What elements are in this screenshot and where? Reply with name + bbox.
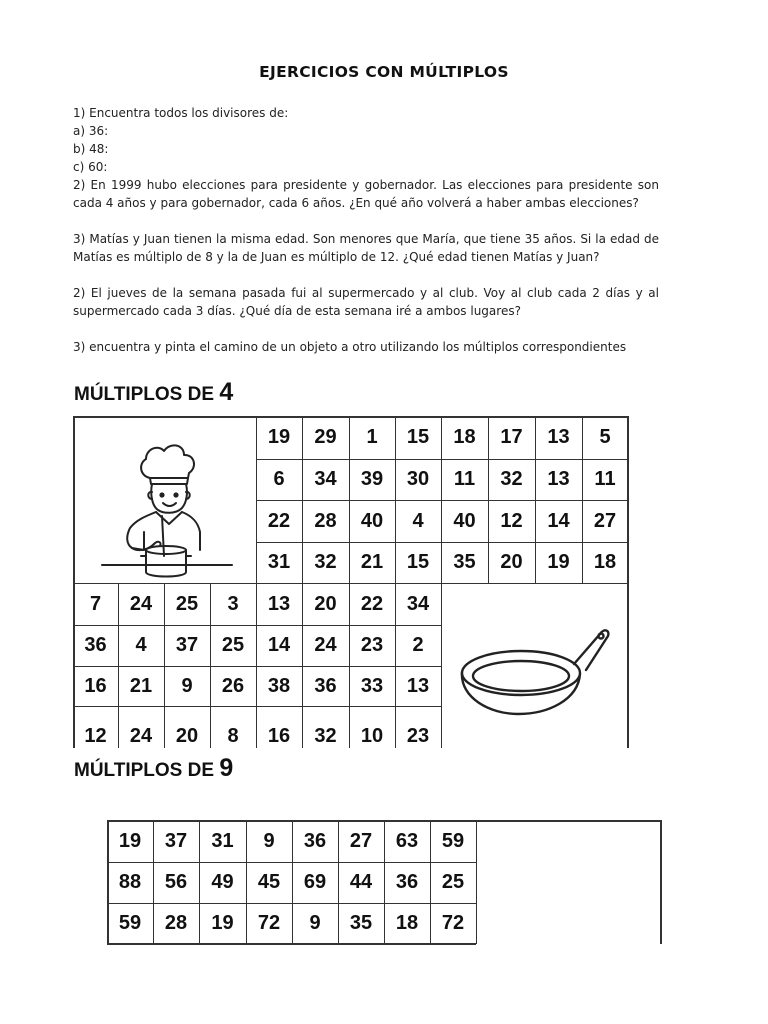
grid-line — [107, 820, 109, 944]
grid-cell[interactable]: 20 — [500, 551, 523, 573]
grid-line — [430, 820, 431, 944]
grid-line — [349, 583, 350, 748]
grid-cell[interactable]: 32 — [314, 725, 337, 747]
grid-cell[interactable]: 25 — [221, 634, 245, 656]
grid-cell[interactable]: 63 — [395, 829, 419, 852]
grid-cell[interactable]: 13 — [406, 674, 430, 697]
grid-cell[interactable]: 9 — [263, 829, 275, 852]
grid-cell[interactable]: 25 — [441, 871, 465, 893]
grid-cell[interactable]: 21 — [129, 674, 153, 697]
grid-line — [660, 820, 662, 944]
grid-cell[interactable]: 27 — [593, 509, 617, 532]
grid-line — [384, 820, 385, 944]
grid-cell[interactable]: 38 — [267, 674, 291, 697]
grid-cell[interactable]: 12 — [84, 725, 107, 747]
grid-cell[interactable]: 40 — [360, 509, 384, 532]
grid-line — [292, 820, 293, 944]
page-title: EJERCICIOS CON MÚLTIPLOS — [259, 63, 509, 81]
grid-cell[interactable]: 19 — [547, 551, 570, 573]
exercise-1a: a) 36: — [73, 124, 109, 138]
grid-cell[interactable]: 17 — [500, 426, 523, 448]
grid-cell[interactable]: 34 — [406, 592, 430, 615]
grid-cell[interactable]: 30 — [406, 468, 430, 490]
chef-icon — [92, 432, 242, 582]
grid-cell[interactable]: 1 — [366, 426, 378, 448]
exercise-5: 3) encuentra y pinta el camino de un objeto a otro utilizando los múltiplos correspondientes — [73, 340, 627, 354]
grid-cell[interactable]: 14 — [267, 634, 291, 656]
grid-cell[interactable]: 16 — [267, 725, 291, 747]
grid-cell[interactable]: 31 — [211, 829, 234, 852]
exercise-1c: c) 60: — [73, 160, 108, 174]
section-label: MÚLTIPLOS DE — [74, 384, 215, 405]
exercise-4-line-2: supermercado cada 3 días. ¿Qué día de esta semana iré a ambos lugares? — [73, 304, 521, 318]
grid-cell[interactable]: 18 — [395, 912, 419, 934]
grid-cell[interactable]: 33 — [360, 674, 384, 697]
grid-cell[interactable]: 24 — [129, 725, 153, 747]
grid-cell[interactable]: 7 — [89, 592, 102, 615]
section-title-multiples-9 — [74, 754, 233, 783]
grid-cell[interactable]: 24 — [129, 592, 153, 615]
grid-line — [256, 542, 628, 543]
grid-cell[interactable]: 36 — [395, 871, 419, 893]
section-title-multiples-4 — [74, 378, 233, 407]
grid-cell[interactable]: 3 — [227, 592, 239, 615]
grid-cell[interactable]: 56 — [164, 871, 188, 893]
grid-cell[interactable]: 19 — [211, 912, 234, 934]
grid-cell[interactable]: 15 — [406, 426, 430, 448]
grid-cell[interactable]: 18 — [453, 426, 476, 448]
frying-pan-icon — [450, 618, 620, 728]
grid-cell[interactable]: 4 — [412, 509, 424, 532]
grid-cell[interactable]: 22 — [267, 509, 291, 532]
grid-cell[interactable]: 10 — [360, 725, 384, 747]
grid-line — [73, 666, 441, 667]
grid-cell[interactable]: 27 — [349, 829, 373, 852]
grid-cell[interactable]: 36 — [303, 829, 327, 852]
grid-cell[interactable]: 88 — [118, 871, 142, 893]
section-number: 9 — [219, 754, 234, 782]
grid-line — [73, 706, 441, 707]
grid-cell[interactable]: 32 — [500, 468, 523, 490]
grid-line — [535, 416, 536, 583]
exercise-1: 1) Encuentra todos los divisores de: — [73, 106, 289, 120]
grid-cell[interactable]: 4 — [135, 634, 147, 656]
grid-cell[interactable]: 37 — [164, 829, 188, 852]
grid-cell[interactable]: 2 — [412, 634, 424, 656]
grid-cell[interactable]: 59 — [118, 912, 142, 934]
exercise-4-line-1: 2) El jueves de la semana pasada fui al supermercado y al club. Voy al club cada 2 días y al — [73, 286, 659, 300]
grid-cell[interactable]: 25 — [175, 592, 199, 615]
grid-cell[interactable]: 18 — [593, 551, 617, 573]
grid-cell[interactable]: 36 — [84, 634, 107, 656]
grid-line — [153, 820, 154, 944]
grid-cell[interactable]: 22 — [360, 592, 384, 615]
grid-cell[interactable]: 72 — [257, 912, 281, 934]
grid-cell[interactable]: 35 — [453, 551, 476, 573]
grid-line — [73, 416, 629, 418]
grid-cell[interactable]: 23 — [406, 725, 430, 747]
grid-line — [441, 416, 442, 583]
grid-line — [118, 583, 119, 748]
exercise-2-line-1: 2) En 1999 hubo elecciones para presidente y gobernador. Las elecciones para presidente son — [73, 178, 659, 192]
grid-cell[interactable]: 39 — [360, 468, 384, 490]
grid-cell[interactable]: 20 — [175, 725, 199, 747]
grid-cell[interactable]: 15 — [406, 551, 430, 573]
grid-cell[interactable]: 13 — [267, 592, 291, 615]
grid-line — [349, 416, 350, 583]
grid-line — [164, 583, 165, 748]
grid-line — [246, 820, 247, 944]
grid-line — [302, 583, 303, 748]
grid-cell[interactable]: 28 — [314, 509, 337, 532]
grid-cell[interactable]: 31 — [267, 551, 291, 573]
grid-cell[interactable]: 16 — [84, 674, 107, 697]
grid-cell[interactable]: 19 — [118, 829, 142, 852]
grid-line — [256, 416, 257, 583]
grid-cell[interactable]: 34 — [314, 468, 337, 490]
grid-line — [73, 625, 441, 626]
exercise-1b: b) 48: — [73, 142, 109, 156]
exercise-2-line-2: cada 4 años y para gobernador, cada 6 años. ¿En qué año volverá a haber ambas elecciones? — [73, 196, 639, 210]
grid-cell[interactable]: 40 — [453, 509, 476, 532]
grid-cell[interactable]: 5 — [599, 426, 611, 448]
grid-cell[interactable]: 28 — [164, 912, 188, 934]
exercise-3-line-1: 3) Matías y Juan tienen la misma edad. Son menores que María, que tiene 35 años. Si la edad de — [73, 232, 659, 246]
grid-line — [488, 416, 489, 583]
grid-line — [73, 416, 75, 748]
grid-line — [256, 500, 628, 501]
grid-cell[interactable]: 36 — [314, 674, 337, 697]
section-number: 4 — [219, 378, 234, 406]
grid-cell[interactable]: 19 — [267, 426, 291, 448]
grid-cell[interactable]: 59 — [441, 829, 465, 852]
grid-cell[interactable]: 9 — [309, 912, 321, 934]
grid-cell[interactable]: 45 — [257, 871, 281, 893]
grid-line — [627, 416, 629, 748]
grid-cell[interactable]: 32 — [314, 551, 337, 573]
grid-line — [256, 459, 628, 460]
grid-cell[interactable]: 49 — [211, 871, 234, 893]
grid-line — [302, 416, 303, 583]
grid-line — [199, 820, 200, 944]
grid-cell[interactable]: 29 — [314, 426, 337, 448]
grid-cell[interactable]: 13 — [547, 468, 570, 490]
section-label: MÚLTIPLOS DE — [74, 760, 215, 781]
exercise-list — [73, 104, 659, 356]
grid-cell[interactable]: 69 — [303, 871, 327, 893]
grid-cell[interactable]: 8 — [227, 725, 239, 747]
grid-cell[interactable]: 9 — [181, 674, 193, 697]
grid-cell[interactable]: 72 — [441, 912, 465, 934]
grid-cell[interactable]: 12 — [500, 509, 523, 532]
grid-cell[interactable]: 14 — [547, 509, 570, 532]
grid-cell[interactable]: 24 — [314, 634, 337, 656]
grid-line — [256, 583, 257, 748]
grid-cell[interactable]: 35 — [349, 912, 373, 934]
grid-line — [210, 583, 211, 748]
grid-cell[interactable]: 6 — [273, 468, 285, 490]
grid-cell[interactable]: 37 — [175, 634, 199, 656]
grid-cell[interactable]: 44 — [349, 871, 373, 893]
grid-cell[interactable]: 26 — [221, 674, 245, 697]
grid-cell[interactable]: 23 — [360, 634, 384, 656]
grid-line — [476, 820, 477, 944]
grid-cell[interactable]: 13 — [547, 426, 570, 448]
grid-cell[interactable]: 21 — [360, 551, 384, 573]
grid-cell[interactable]: 11 — [453, 468, 476, 490]
grid-cell[interactable]: 11 — [594, 468, 616, 490]
grid-line — [338, 820, 339, 944]
grid-cell[interactable]: 20 — [314, 592, 337, 615]
grid-line — [395, 416, 396, 583]
exercise-3-line-2: Matías es múltiplo de 8 y la de Juan es múltiplo de 12. ¿Qué edad tienen Matías y Juan? — [73, 250, 600, 264]
grid-line — [582, 416, 583, 583]
grid-line — [395, 583, 396, 748]
grid-line — [441, 583, 442, 748]
